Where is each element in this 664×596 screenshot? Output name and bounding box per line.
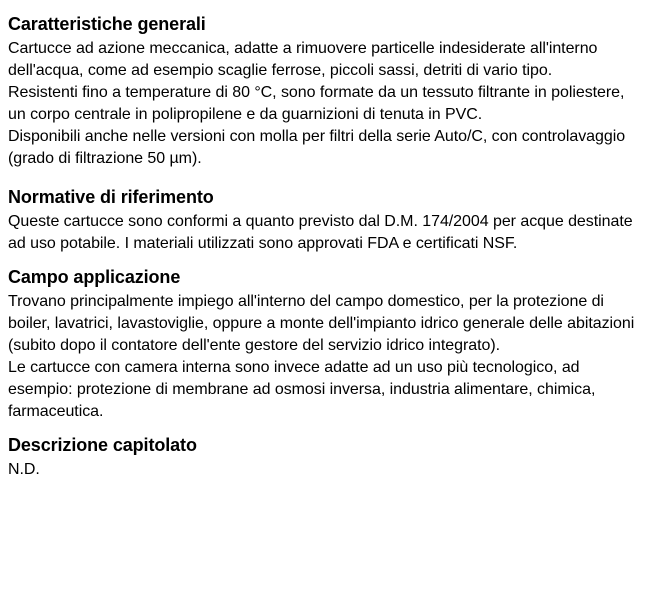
section-campo-applicazione (8, 266, 640, 423)
paragraph-caratteristiche-1: Cartucce ad azione meccanica, adatte a rimuovere particelle indesiderate all'interno dell'acqua, come ad esempio scaglie ferrose, piccoli sassi, detriti di vario tipo. (8, 40, 598, 79)
paragraph-caratteristiche-3: Disponibili anche nelle versioni con molla per filtri della serie Auto/C, con controlavaggio (grado di filtrazione 50 µm). (8, 128, 626, 167)
section-heading-campo-applicazione: Campo applicazione (8, 267, 181, 287)
section-descrizione-capitolato (8, 434, 640, 481)
section-heading-caratteristiche-generali: Caratteristiche generali (8, 14, 206, 34)
paragraph-campo-1: Trovano principalmente impiego all'interno del campo domestico, per la protezione di boiler, lavatrici, lavastoviglie, oppure a monte dell'impianto idrico generale delle abitazioni (subito dopo il contatore dell'ente gestore del servizio idrico integrato). (8, 293, 635, 354)
section-caratteristiche-generali (8, 13, 640, 170)
section-heading-descrizione-capitolato: Descrizione capitolato (8, 435, 197, 455)
paragraph-caratteristiche-2: Resistenti fino a temperature di 80 °C, sono formate da un tessuto filtrante in poliestere, un corpo centrale in polipropilene e da guarnizioni di tenuta in PVC. (8, 84, 625, 123)
paragraph-descrizione-1: N.D. (8, 461, 40, 478)
document-content (8, 13, 640, 481)
paragraph-normative-1: Queste cartucce sono conformi a quanto previsto dal D.M. 174/2004 per acque destinate ad uso potabile. I materiali utilizzati sono approvati FDA e certificati NSF. (8, 213, 633, 252)
section-normative-di-riferimento (8, 186, 640, 255)
paragraph-campo-2: Le cartucce con camera interna sono invece adatte ad un uso più tecnologico, ad esempio: protezione di membrane ad osmosi inversa, industria alimentare, chimica, farmaceutica. (8, 359, 596, 420)
section-heading-normative-di-riferimento: Normative di riferimento (8, 187, 214, 207)
